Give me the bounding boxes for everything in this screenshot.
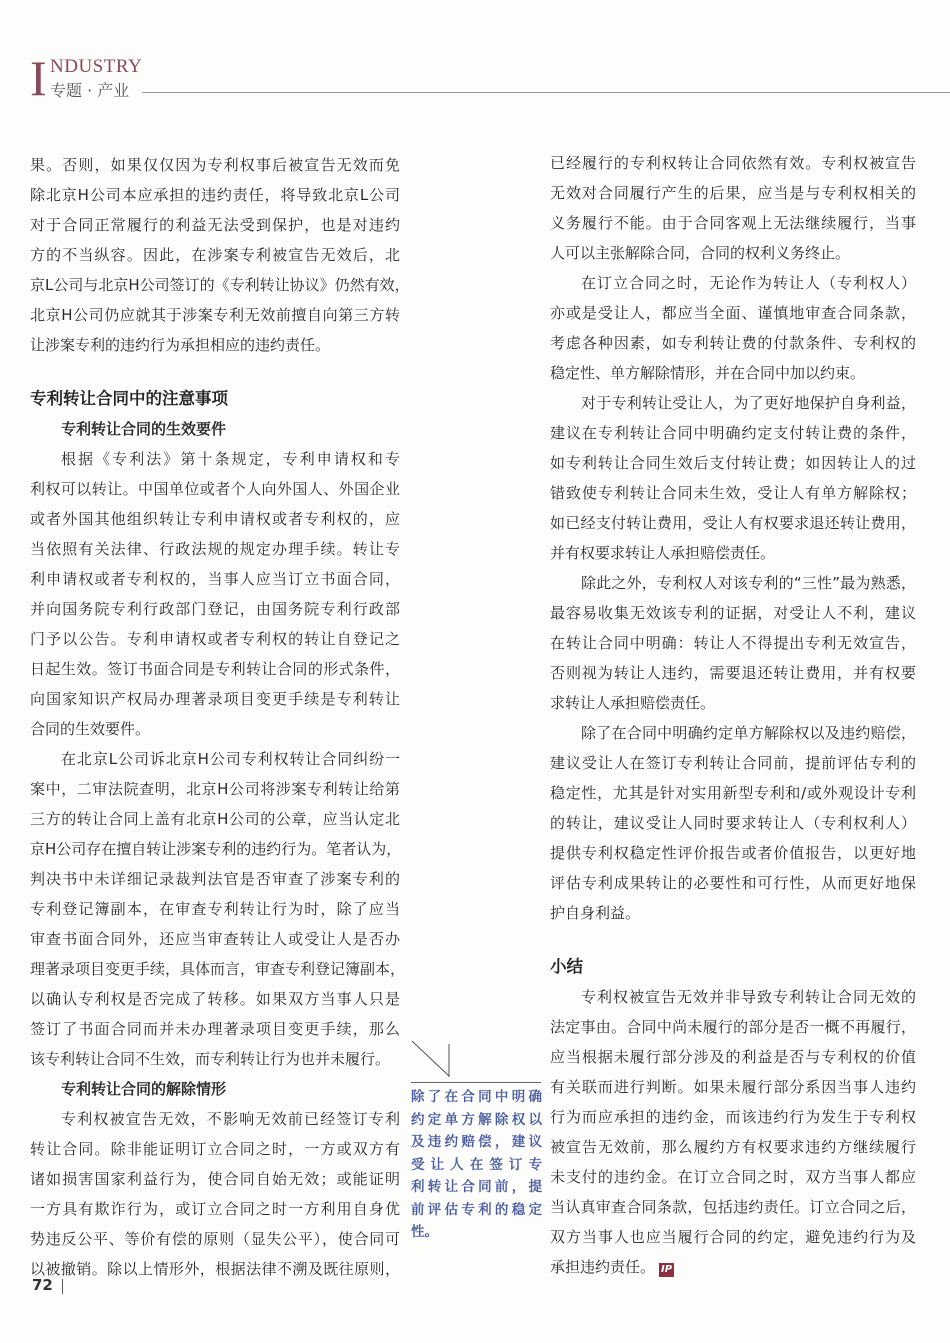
text-line: 最容易收集无效该专利的证据，对受让人不利，建议 (550, 604, 916, 622)
text-line: 亦或是受让人，都应当全面、谨慎地审查合同条款， (550, 304, 916, 322)
text-line: 一方具有欺诈行为，或订立合同之时一方利用自身优 (30, 1200, 400, 1218)
section-heading: 小结 (550, 957, 583, 976)
text-line: 稳定性、单方解除情形，并在合同中加以约束。 (550, 364, 866, 382)
text-line: 当依照有关法律、行政法规的规定办理手续。转让专 (30, 540, 400, 558)
text-line: 让涉案专利的违约行为承担相应的违约责任。 (30, 336, 331, 354)
text-line: 如专利转让合同生效后支付转让费；如因转让人的过 (550, 454, 916, 472)
pull-quote-line: 利转让合同前，提 (411, 1179, 542, 1195)
text-line: 京H公司存在擅自转让涉案专利的违约行为。笔者认为， (30, 840, 402, 858)
text-line: 当认真审查合同条款，包括违约责任。订立合同之后， (550, 1198, 916, 1216)
text-line: 北京H公司仍应就其于涉案专利无效前擅自向第三方转 (30, 306, 400, 324)
pull-quote-line: 约定单方解除权以 (411, 1111, 542, 1128)
text-line: 利权可以转让。中国单位或者个人向外国人、外国企业 (30, 480, 400, 498)
paragraph (550, 148, 916, 268)
text-line: 义务履行不能。由于合同客观上无法继续履行，当事 (550, 214, 916, 232)
paragraph (550, 268, 916, 388)
text-line: 诸如损害国家利益行为，使合同自始无效；或能证明 (30, 1170, 400, 1188)
text-line: 专利权被宣告无效并非导致专利转让合同无效的 (581, 988, 916, 1006)
section-title: 专题 · 产业 (50, 81, 130, 100)
text-line: 法定事由。合同中尚未履行的部分是否一概不再履行， (550, 1018, 916, 1036)
subsection-heading: 专利转让合同的解除情形 (61, 1080, 227, 1098)
text-line: 审查书面合同外，还应当审查转让人或受让人是否办 (30, 930, 400, 948)
text-line: 对于专利转让受让人，为了更好地保护自身利益， (581, 394, 916, 412)
text-line: 否则视为转让人违约，需要退还转让费用，并有权要 (550, 664, 916, 682)
text-line: 护自身利益。 (550, 904, 641, 922)
section-english: NDUSTRY (50, 56, 143, 77)
text-line: 已经履行的专利权转让合同依然有效。专利权被宣告 (550, 154, 916, 172)
paragraph (30, 1104, 400, 1284)
paragraph (550, 982, 916, 1282)
text-line: 或者外国其他组织转让专利申请权或者专利权的，应 (30, 510, 400, 528)
text-line: 错致使专利转让合同未生效，受让人有单方解除权； (550, 484, 916, 502)
text-line: 提供专利权稳定性评价报告或者价值报告，以更好地 (550, 844, 916, 862)
text-line: 求转让人承担赔偿责任。 (550, 694, 716, 712)
text-line: 在北京L公司诉北京H公司专利权转让合同纠纷一 (61, 750, 400, 768)
right-column (550, 148, 916, 1282)
text-line: 方的不当纵容。因此，在涉案专利被宣告无效后，北 (30, 246, 400, 264)
pull-quote-line: 受让人在签订专 (411, 1156, 542, 1173)
text-line: 根据《专利法》第十条规定，专利申请权和专 (61, 450, 400, 468)
text-line: 专利登记簿副本，在审查专利转让行为时，除了应当 (30, 900, 400, 918)
ip-logo: IP (661, 1264, 673, 1275)
spacer (550, 928, 916, 952)
text-line: 三方的转让合同上盖有北京H公司的公章，应当认定北 (30, 810, 400, 828)
paragraph (30, 744, 406, 1074)
spacer (30, 360, 400, 384)
text-line: 以被撤销。除以上情形外，根据法律不溯及既往原则， (30, 1260, 400, 1278)
section-heading: 专利转让合同中的注意事项 (30, 389, 228, 408)
text-line: 除此之外，专利权人对该专利的“三性”最为熟悉， (581, 574, 916, 592)
text-line: 该专利转让合同不生效，而专利转让行为也并未履行。 (30, 1050, 391, 1068)
text-line: 利申请权或者专利权的，当事人应当订立书面合同， (30, 570, 400, 588)
text-line: 的转让，建议受让人同时要求转让人（专利权利人） (550, 814, 916, 832)
text-line: 势违反公平、等价有偿的原则（显失公平），使合同可 (30, 1230, 400, 1248)
text-line: 果。否则，如果仅仅因为专利权事后被宣告无效而免 (30, 156, 400, 174)
text-line: 京L公司与北京H公司签订的《专利转让协议》仍然有效， (30, 276, 410, 294)
text-line: 人可以主张解除合同，合同的权利义务终止。 (550, 244, 851, 262)
text-line: 签订了书面合同而并未办理著录项目变更手续，那么 (30, 1020, 400, 1038)
pull-quote-line: 除了在合同中明确 (411, 1089, 542, 1105)
text-line: 案中，二审法院查明，北京H公司将涉案专利转让给第 (30, 780, 400, 798)
text-line: 以确认专利权是否完成了转移。如果双方当事人只是 (30, 990, 400, 1008)
page-number-divider (62, 1279, 63, 1294)
text-line: 建议受让人在签订专利转让合同前，提前评估专利的 (550, 754, 916, 772)
text-line: 理著录项目变更手续，具体而言，审查专利登记簿副本， (30, 960, 406, 978)
text-line: 行为而应承担的违约金，而该违约行为发生于专利权 (550, 1108, 916, 1126)
text-line: 被宣告无效前，那么履约方有权要求违约方继续履行 (550, 1138, 916, 1156)
paragraph (550, 568, 916, 718)
pull-quote-line: 性。 (411, 1224, 438, 1240)
text-line: 门予以公告。专利申请权或者专利权的转让自登记之 (30, 630, 400, 648)
paragraph (550, 718, 916, 928)
text-line: 专利权被宣告无效，不影响无效前已经签订专利 (61, 1110, 400, 1128)
pull-quote-rule (411, 1082, 541, 1083)
paragraph (30, 150, 410, 360)
paragraph (30, 444, 400, 744)
text-line: 合同的生效要件。 (30, 720, 151, 738)
text-line: 对于合同正常履行的利益无法受到保护，也是对违约 (30, 216, 400, 234)
text-line: 有关联而进行判断。如果未履行部分系因当事人违约 (550, 1078, 916, 1096)
text-line: 建议在专利转让合同中明确约定支付转让费的条件， (550, 424, 916, 442)
text-line: 向国家知识产权局办理著录项目变更手续是专利转让 (30, 690, 400, 708)
page-number: 72 (32, 1276, 53, 1294)
section-initial: I (30, 50, 47, 106)
text-line: 判决书中未详细记录裁判法官是否审查了涉案专利的 (30, 870, 400, 888)
arrow-icon (411, 1040, 453, 1080)
text-line: 除了在合同中明确约定单方解除权以及违约赔偿， (581, 724, 916, 742)
pull-quote-line: 及违约赔偿，建议 (411, 1134, 542, 1150)
header-rule (142, 92, 950, 93)
paragraph (550, 388, 916, 568)
pull-quote (411, 1086, 542, 1244)
text-line: 如已经支付转让费用，受让人有权要求退还转让费用， (550, 514, 916, 532)
text-line: 未支付的违约金。在订立合同之时，双方当事人都应 (550, 1168, 916, 1186)
text-line: 稳定性，尤其是针对实用新型专利和/或外观设计专利 (550, 784, 916, 802)
text-line: 并有权要求转让人承担赔偿责任。 (550, 544, 776, 562)
text-line: 在转让合同中明确：转让人不得提出专利无效宣告， (550, 634, 916, 652)
text-line: 转让合同。除非能证明订立合同之时，一方或双方有 (30, 1140, 400, 1158)
text-line: 应当根据未履行部分涉及的利益是否与专利权的价值 (550, 1048, 916, 1066)
text-line: 无效对合同履行产生的后果，应当是与专利权相关的 (550, 184, 916, 202)
text-line: 除北京H公司本应承担的违约责任，将导致北京L公司 (30, 186, 400, 204)
text-line: 承担违约责任。 IP (550, 1258, 673, 1276)
subsection-heading: 专利转让合同的生效要件 (61, 420, 227, 438)
text-line: 双方当事人也应当履行合同的约定，避免违约行为及 (550, 1228, 916, 1246)
text-line: 考虑各种因素，如专利转让费的付款条件、专利权的 (550, 334, 916, 352)
text-line: 并向国务院专利行政部门登记，由国务院专利行政部 (30, 600, 400, 618)
text-line: 日起生效。签订书面合同是专利转让合同的形式条件， (30, 660, 400, 678)
text-line: 在订立合同之时，无论作为转让人（专利权人） (581, 274, 916, 292)
left-column (30, 150, 410, 1284)
text-line: 评估专利成果转让的必要性和可行性，从而更好地保 (550, 874, 916, 892)
pull-quote-line: 前评估专利的稳定 (411, 1201, 542, 1218)
